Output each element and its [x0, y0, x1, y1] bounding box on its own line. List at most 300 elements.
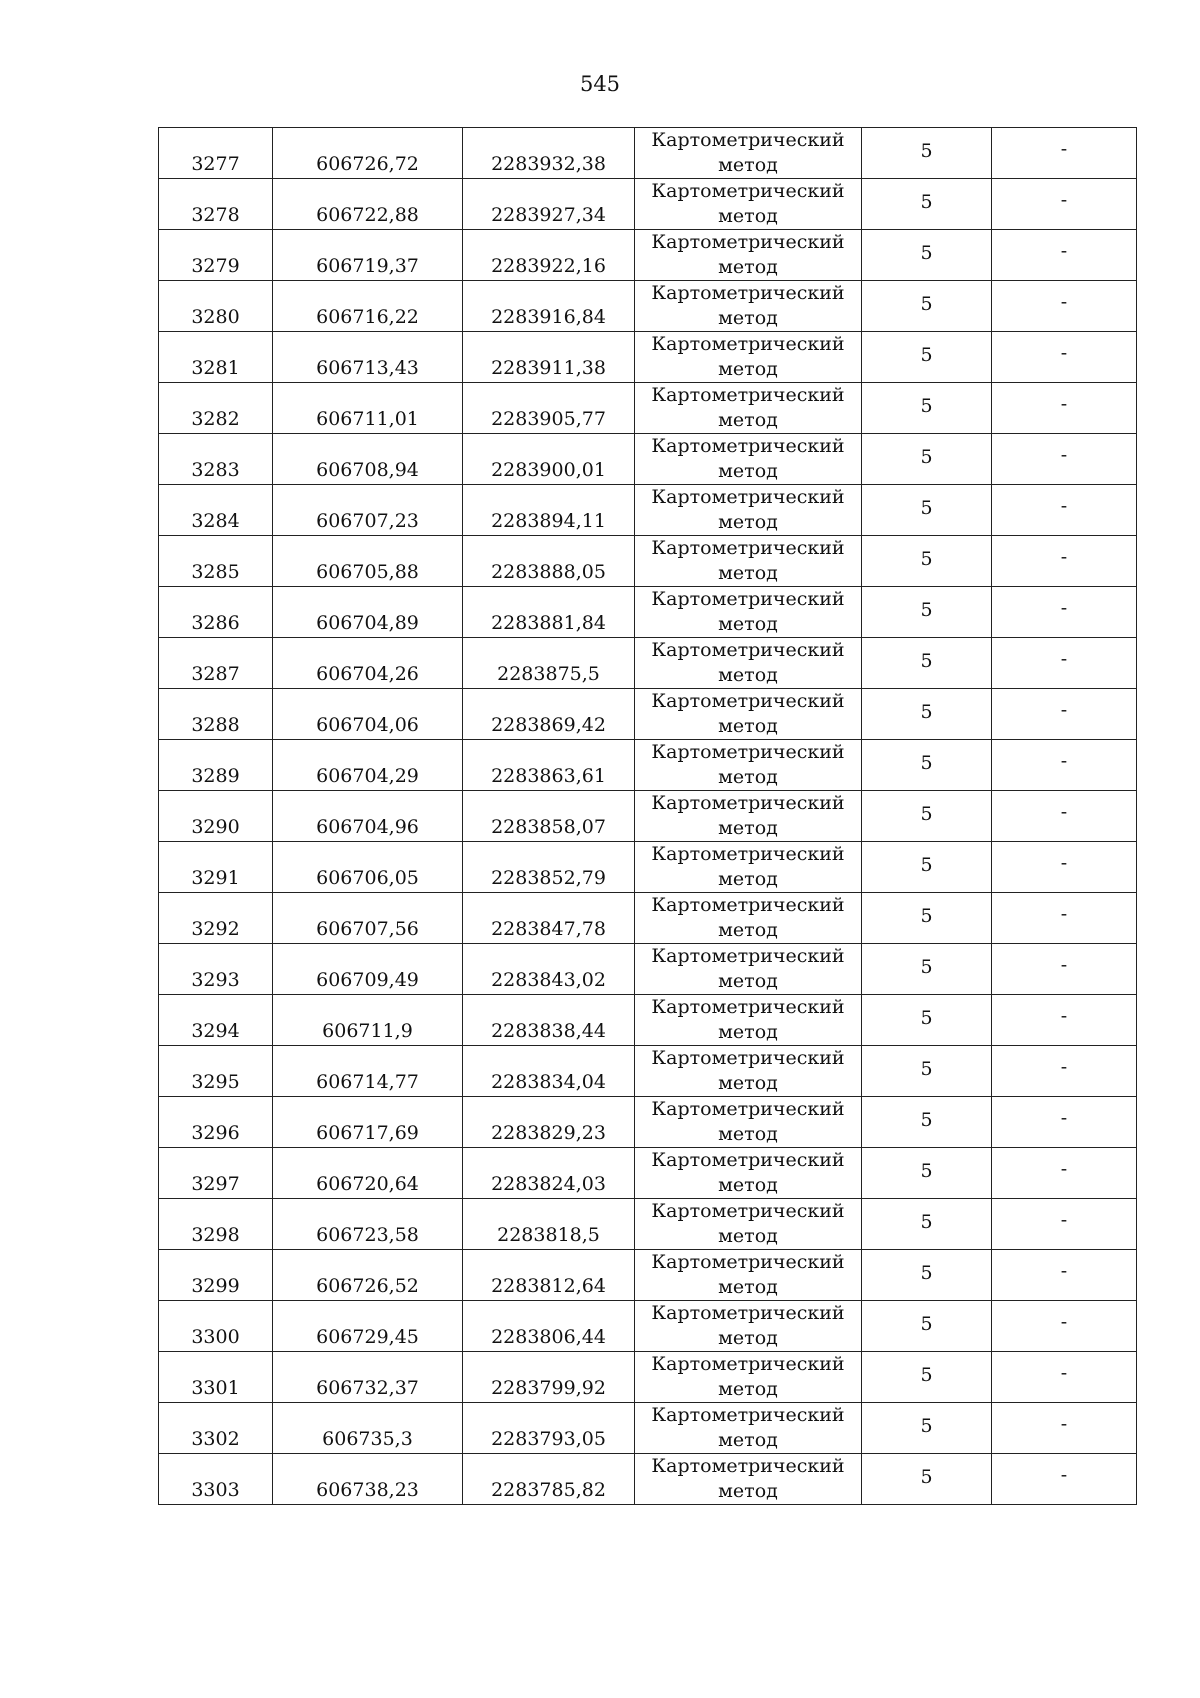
x-coordinate-text: 606732,37 [316, 1377, 419, 1399]
y-coordinate-cell [463, 995, 635, 1046]
point-number-cell [159, 689, 273, 740]
description-text: - [1060, 1004, 1068, 1027]
method-line-2: метод [718, 1072, 778, 1094]
description-cell [992, 995, 1137, 1046]
point-number-text: 3299 [191, 1275, 240, 1297]
point-number-text: 3287 [191, 663, 240, 685]
point-number-text: 3280 [191, 306, 240, 328]
x-coordinate-text: 606713,43 [316, 357, 419, 379]
description-cell [992, 128, 1137, 179]
description-text: - [1060, 749, 1068, 772]
method-cell [635, 1301, 862, 1352]
point-number-cell [159, 995, 273, 1046]
method-line-1: Картометрический [651, 894, 845, 916]
x-coordinate-cell [273, 281, 463, 332]
table-row [159, 1199, 1137, 1250]
x-coordinate-cell [273, 689, 463, 740]
point-number-cell [159, 383, 273, 434]
x-coordinate-text: 606707,23 [316, 510, 419, 532]
description-text: - [1060, 1412, 1068, 1435]
accuracy-text: 5 [920, 1108, 933, 1131]
x-coordinate-cell [273, 1250, 463, 1301]
method-line-1: Картометрический [651, 231, 845, 253]
description-text: - [1060, 1055, 1068, 1078]
y-coordinate-text: 2283932,38 [491, 153, 606, 175]
method-line-1: Картометрический [651, 690, 845, 712]
accuracy-text: 5 [920, 1159, 933, 1182]
method-line-2: метод [718, 1378, 778, 1400]
point-number-cell [159, 1148, 273, 1199]
y-coordinate-text: 2283881,84 [491, 612, 606, 634]
table-row [159, 434, 1137, 485]
method-cell [635, 485, 862, 536]
table-row [159, 1097, 1137, 1148]
y-coordinate-cell [463, 740, 635, 791]
y-coordinate-text: 2283843,02 [491, 969, 606, 991]
x-coordinate-text: 606709,49 [316, 969, 419, 991]
accuracy-cell [862, 995, 992, 1046]
description-text: - [1060, 647, 1068, 670]
x-coordinate-text: 606704,06 [316, 714, 419, 736]
point-number-cell [159, 1454, 273, 1505]
method-cell [635, 1454, 862, 1505]
y-coordinate-text: 2283838,44 [491, 1020, 606, 1042]
x-coordinate-text: 606719,37 [316, 255, 419, 277]
description-text: - [1060, 239, 1068, 262]
x-coordinate-cell [273, 1352, 463, 1403]
table-row [159, 1148, 1137, 1199]
method-line-1: Картометрический [651, 537, 845, 559]
y-coordinate-cell [463, 1454, 635, 1505]
accuracy-cell [862, 1352, 992, 1403]
point-number-text: 3285 [191, 561, 240, 583]
point-number-cell [159, 485, 273, 536]
point-number-cell [159, 893, 273, 944]
table-row [159, 893, 1137, 944]
x-coordinate-cell [273, 1454, 463, 1505]
description-text: - [1060, 698, 1068, 721]
accuracy-cell [862, 332, 992, 383]
method-cell [635, 128, 862, 179]
y-coordinate-text: 2283875,5 [497, 663, 600, 685]
method-cell [635, 1352, 862, 1403]
point-number-text: 3288 [191, 714, 240, 736]
y-coordinate-text: 2283888,05 [491, 561, 606, 583]
x-coordinate-cell [273, 638, 463, 689]
accuracy-cell [862, 1403, 992, 1454]
y-coordinate-cell [463, 944, 635, 995]
x-coordinate-text: 606714,77 [316, 1071, 419, 1093]
method-line-2: метод [718, 715, 778, 737]
description-cell [992, 1454, 1137, 1505]
method-line-2: метод [718, 919, 778, 941]
accuracy-cell [862, 1046, 992, 1097]
y-coordinate-text: 2283793,05 [491, 1428, 606, 1450]
accuracy-cell [862, 1301, 992, 1352]
y-coordinate-cell [463, 1352, 635, 1403]
accuracy-cell [862, 893, 992, 944]
accuracy-cell [862, 1454, 992, 1505]
x-coordinate-text: 606722,88 [316, 204, 419, 226]
x-coordinate-text: 606729,45 [316, 1326, 419, 1348]
method-line-2: метод [718, 460, 778, 482]
y-coordinate-cell [463, 689, 635, 740]
x-coordinate-cell [273, 485, 463, 536]
point-number-cell [159, 1352, 273, 1403]
method-line-2: метод [718, 307, 778, 329]
accuracy-cell [862, 791, 992, 842]
description-text: - [1060, 902, 1068, 925]
method-cell [635, 995, 862, 1046]
method-line-2: метод [718, 256, 778, 278]
method-line-1: Картометрический [651, 1302, 845, 1324]
x-coordinate-text: 606738,23 [316, 1479, 419, 1501]
description-text: - [1060, 341, 1068, 364]
method-line-2: метод [718, 511, 778, 533]
method-line-2: метод [718, 1021, 778, 1043]
accuracy-cell [862, 281, 992, 332]
description-cell [992, 383, 1137, 434]
point-number-text: 3283 [191, 459, 240, 481]
method-line-1: Картометрический [651, 486, 845, 508]
accuracy-cell [862, 1250, 992, 1301]
method-line-1: Картометрический [651, 945, 845, 967]
accuracy-text: 5 [920, 394, 933, 417]
table-row [159, 740, 1137, 791]
method-line-2: метод [718, 1174, 778, 1196]
y-coordinate-text: 2283863,61 [491, 765, 606, 787]
method-line-2: метод [718, 1327, 778, 1349]
y-coordinate-cell [463, 1046, 635, 1097]
x-coordinate-cell [273, 1148, 463, 1199]
method-cell [635, 281, 862, 332]
y-coordinate-cell [463, 638, 635, 689]
accuracy-text: 5 [920, 700, 933, 723]
table-row [159, 1454, 1137, 1505]
x-coordinate-text: 606707,56 [316, 918, 419, 940]
point-number-text: 3281 [191, 357, 240, 379]
point-number-text: 3279 [191, 255, 240, 277]
description-text: - [1060, 596, 1068, 619]
point-number-cell [159, 944, 273, 995]
description-text: - [1060, 953, 1068, 976]
point-number-cell [159, 842, 273, 893]
x-coordinate-text: 606723,58 [316, 1224, 419, 1246]
accuracy-text: 5 [920, 241, 933, 264]
y-coordinate-text: 2283847,78 [491, 918, 606, 940]
description-text: - [1060, 1310, 1068, 1333]
point-number-cell [159, 791, 273, 842]
y-coordinate-cell [463, 536, 635, 587]
description-text: - [1060, 800, 1068, 823]
method-cell [635, 893, 862, 944]
y-coordinate-cell [463, 791, 635, 842]
accuracy-text: 5 [920, 955, 933, 978]
table-row [159, 1403, 1137, 1454]
table-body [159, 128, 1137, 1505]
description-cell [992, 1403, 1137, 1454]
method-line-1: Картометрический [651, 588, 845, 610]
point-number-text: 3294 [191, 1020, 240, 1042]
description-cell [992, 1199, 1137, 1250]
y-coordinate-text: 2283911,38 [491, 357, 606, 379]
point-number-text: 3282 [191, 408, 240, 430]
point-number-text: 3277 [191, 153, 240, 175]
description-cell [992, 485, 1137, 536]
method-line-1: Картометрический [651, 129, 845, 151]
method-cell [635, 332, 862, 383]
method-line-2: метод [718, 1429, 778, 1451]
accuracy-text: 5 [920, 139, 933, 162]
description-cell [992, 791, 1137, 842]
method-cell [635, 689, 862, 740]
x-coordinate-text: 606704,26 [316, 663, 419, 685]
description-text: - [1060, 1259, 1068, 1282]
description-cell [992, 434, 1137, 485]
y-coordinate-text: 2283869,42 [491, 714, 606, 736]
method-cell [635, 587, 862, 638]
table-row [159, 1046, 1137, 1097]
description-text: - [1060, 545, 1068, 568]
method-cell [635, 536, 862, 587]
method-line-1: Картометрический [651, 1200, 845, 1222]
table-row [159, 485, 1137, 536]
y-coordinate-text: 2283922,16 [491, 255, 606, 277]
point-number-cell [159, 740, 273, 791]
description-cell [992, 1250, 1137, 1301]
y-coordinate-text: 2283852,79 [491, 867, 606, 889]
table-row [159, 1301, 1137, 1352]
y-coordinate-text: 2283900,01 [491, 459, 606, 481]
method-line-2: метод [718, 1225, 778, 1247]
accuracy-text: 5 [920, 1006, 933, 1029]
description-text: - [1060, 851, 1068, 874]
x-coordinate-cell [273, 128, 463, 179]
x-coordinate-text: 606711,01 [316, 408, 419, 430]
method-line-1: Картометрический [651, 741, 845, 763]
table-row [159, 179, 1137, 230]
description-cell [992, 1148, 1137, 1199]
method-cell [635, 230, 862, 281]
point-number-cell [159, 434, 273, 485]
method-line-2: метод [718, 766, 778, 788]
x-coordinate-cell [273, 332, 463, 383]
description-cell [992, 689, 1137, 740]
accuracy-cell [862, 383, 992, 434]
description-text: - [1060, 188, 1068, 211]
accuracy-text: 5 [920, 649, 933, 672]
accuracy-text: 5 [920, 1414, 933, 1437]
point-number-cell [159, 332, 273, 383]
accuracy-text: 5 [920, 802, 933, 825]
method-cell [635, 1250, 862, 1301]
point-number-text: 3284 [191, 510, 240, 532]
table-row [159, 689, 1137, 740]
page-number: 545 [579, 72, 621, 96]
y-coordinate-cell [463, 1148, 635, 1199]
accuracy-text: 5 [920, 445, 933, 468]
table-row [159, 332, 1137, 383]
point-number-text: 3286 [191, 612, 240, 634]
accuracy-cell [862, 638, 992, 689]
description-text: - [1060, 443, 1068, 466]
y-coordinate-text: 2283799,92 [491, 1377, 606, 1399]
description-text: - [1060, 290, 1068, 313]
method-cell [635, 434, 862, 485]
description-text: - [1060, 1463, 1068, 1486]
method-line-1: Картометрический [651, 1455, 845, 1477]
method-line-2: метод [718, 409, 778, 431]
point-number-text: 3300 [191, 1326, 240, 1348]
accuracy-cell [862, 842, 992, 893]
description-text: - [1060, 1157, 1068, 1180]
x-coordinate-cell [273, 995, 463, 1046]
y-coordinate-cell [463, 1403, 635, 1454]
table-row [159, 1250, 1137, 1301]
description-cell [992, 536, 1137, 587]
x-coordinate-cell [273, 1097, 463, 1148]
y-coordinate-cell [463, 1097, 635, 1148]
accuracy-text: 5 [920, 496, 933, 519]
table-row [159, 791, 1137, 842]
method-line-2: метод [718, 817, 778, 839]
y-coordinate-text: 2283905,77 [491, 408, 606, 430]
table-row [159, 638, 1137, 689]
point-number-cell [159, 1250, 273, 1301]
description-cell [992, 1301, 1137, 1352]
method-cell [635, 1199, 862, 1250]
table-row [159, 995, 1137, 1046]
table-row [159, 281, 1137, 332]
accuracy-cell [862, 689, 992, 740]
point-number-text: 3297 [191, 1173, 240, 1195]
method-line-1: Картометрический [651, 1353, 845, 1375]
y-coordinate-text: 2283834,04 [491, 1071, 606, 1093]
method-cell [635, 638, 862, 689]
y-coordinate-cell [463, 434, 635, 485]
point-number-cell [159, 587, 273, 638]
description-cell [992, 332, 1137, 383]
y-coordinate-cell [463, 485, 635, 536]
accuracy-text: 5 [920, 1210, 933, 1233]
description-cell [992, 740, 1137, 791]
description-cell [992, 230, 1137, 281]
point-number-text: 3292 [191, 918, 240, 940]
accuracy-text: 5 [920, 598, 933, 621]
point-number-cell [159, 1046, 273, 1097]
y-coordinate-text: 2283927,34 [491, 204, 606, 226]
method-cell [635, 1148, 862, 1199]
table-row [159, 383, 1137, 434]
description-text: - [1060, 392, 1068, 415]
method-cell [635, 1097, 862, 1148]
method-line-1: Картометрический [651, 282, 845, 304]
method-line-2: метод [718, 205, 778, 227]
method-line-1: Картометрический [651, 435, 845, 457]
y-coordinate-text: 2283806,44 [491, 1326, 606, 1348]
y-coordinate-cell [463, 1301, 635, 1352]
method-line-1: Картометрический [651, 333, 845, 355]
method-line-1: Картометрический [651, 996, 845, 1018]
point-number-cell [159, 179, 273, 230]
accuracy-text: 5 [920, 343, 933, 366]
x-coordinate-cell [273, 944, 463, 995]
method-line-2: метод [718, 613, 778, 635]
y-coordinate-cell [463, 128, 635, 179]
y-coordinate-text: 2283829,23 [491, 1122, 606, 1144]
y-coordinate-cell [463, 842, 635, 893]
point-number-text: 3278 [191, 204, 240, 226]
y-coordinate-text: 2283894,11 [491, 510, 606, 532]
method-line-2: метод [718, 154, 778, 176]
x-coordinate-cell [273, 842, 463, 893]
x-coordinate-text: 606705,88 [316, 561, 419, 583]
point-number-text: 3301 [191, 1377, 240, 1399]
point-number-text: 3298 [191, 1224, 240, 1246]
point-number-text: 3302 [191, 1428, 240, 1450]
y-coordinate-cell [463, 230, 635, 281]
x-coordinate-cell [273, 434, 463, 485]
method-line-2: метод [718, 1276, 778, 1298]
description-cell [992, 1046, 1137, 1097]
accuracy-text: 5 [920, 1261, 933, 1284]
table-row [159, 944, 1137, 995]
x-coordinate-text: 606704,89 [316, 612, 419, 634]
description-cell [992, 1097, 1137, 1148]
x-coordinate-cell [273, 536, 463, 587]
method-cell [635, 1403, 862, 1454]
accuracy-text: 5 [920, 292, 933, 315]
method-line-2: метод [718, 664, 778, 686]
point-number-text: 3293 [191, 969, 240, 991]
x-coordinate-text: 606735,3 [322, 1428, 413, 1450]
table-row [159, 128, 1137, 179]
method-line-1: Картометрический [651, 1047, 845, 1069]
x-coordinate-cell [273, 1199, 463, 1250]
table-row [159, 842, 1137, 893]
y-coordinate-text: 2283818,5 [497, 1224, 600, 1246]
method-line-1: Картометрический [651, 384, 845, 406]
x-coordinate-text: 606717,69 [316, 1122, 419, 1144]
description-cell [992, 638, 1137, 689]
accuracy-text: 5 [920, 1312, 933, 1335]
table-row [159, 587, 1137, 638]
point-number-cell [159, 1097, 273, 1148]
accuracy-text: 5 [920, 904, 933, 927]
method-line-2: метод [718, 562, 778, 584]
table-row [159, 536, 1137, 587]
point-number-cell [159, 638, 273, 689]
accuracy-cell [862, 434, 992, 485]
accuracy-cell [862, 230, 992, 281]
x-coordinate-text: 606708,94 [316, 459, 419, 481]
point-number-text: 3296 [191, 1122, 240, 1144]
accuracy-text: 5 [920, 547, 933, 570]
accuracy-cell [862, 128, 992, 179]
x-coordinate-text: 606704,96 [316, 816, 419, 838]
accuracy-cell [862, 485, 992, 536]
y-coordinate-cell [463, 587, 635, 638]
point-number-text: 3295 [191, 1071, 240, 1093]
accuracy-cell [862, 536, 992, 587]
accuracy-cell [862, 1097, 992, 1148]
point-number-text: 3289 [191, 765, 240, 787]
y-coordinate-cell [463, 281, 635, 332]
x-coordinate-cell [273, 179, 463, 230]
method-cell [635, 1046, 862, 1097]
method-line-2: метод [718, 868, 778, 890]
accuracy-cell [862, 944, 992, 995]
